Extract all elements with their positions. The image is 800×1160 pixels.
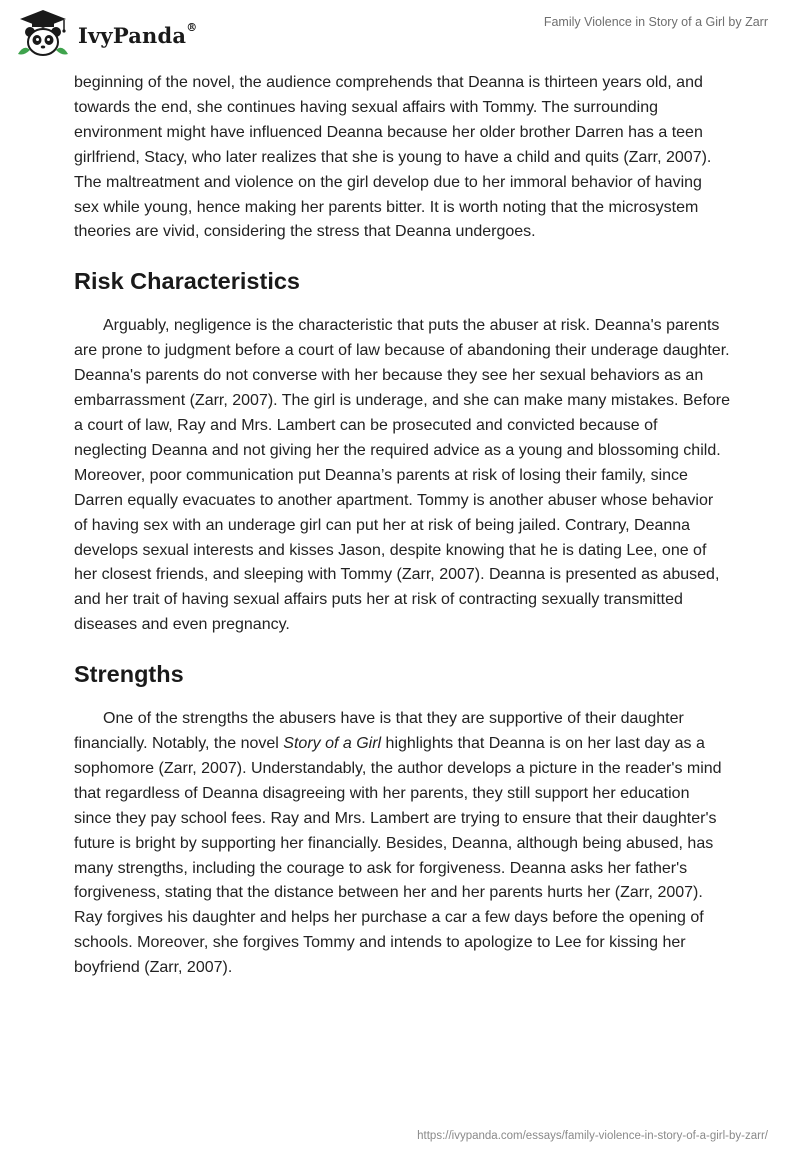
strengths-paragraph bbox=[74, 707, 730, 981]
page-header bbox=[0, 0, 800, 70]
panda-graduation-icon bbox=[14, 8, 72, 60]
book-title-italic: Story of a Girl bbox=[283, 735, 382, 753]
essay-body bbox=[74, 71, 730, 981]
risk-characteristics-heading: Risk Characteristics bbox=[74, 268, 300, 295]
intro-paragraph: beginning of the novel, the audience comprehends that Deanna is thirteen years old, and towards the end, she continues having sexual affairs with Tommy. The surrounding environment might have influenced Deanna because her older brother Darren has a teen girlfriend, Stacy, who later realizes that she is young to have a child and quits (Zarr, 2007). The maltreatment and violence on the girl develop due to her immoral behavior of having sex while young, hence making her parents bitter. It is worth noting that the microsystem theories are vivid, considering the stress that Deanna undergoes. bbox=[74, 74, 712, 241]
logo-text: IvyPanda® bbox=[78, 20, 198, 48]
strengths-text-part1: One of the strengths the abusers have is that they are supportive of their daughter financially. Notably, the novel bbox=[74, 710, 684, 753]
source-url-link[interactable]: https://ivypanda.com/essays/family-violence-in-story-of-a-girl-by-zarr/ bbox=[417, 1130, 768, 1142]
strengths-text-part2: highlights that Deanna is on her last day as a sophomore (Zarr, 2007). Understandably, the author develops a picture in the reader's mind that regardless of Deanna disagreeing with her parents, they still support her education since they pay school fees. Ray and Mrs. Lambert are trying to ensure that their daughter's future is bright by supporting her financially. Besides, Deanna, although being abused, has many strengths, including the courage to ask for forgiveness. Deanna asks her father's forgiveness, stating that the distance between her and her parents hurts her (Zarr, 2007). Ray forgives his daughter and helps her purchase a car a few days before the opening of schools. Moreover, she forgives Tommy and intends to apologize to Lee for kissing her boyfriend (Zarr, 2007). bbox=[74, 735, 722, 977]
document-title: Family Violence in Story of a Girl by Zarr bbox=[543, 15, 768, 29]
risk-characteristics-paragraph: Arguably, negligence is the characteristic that puts the abuser at risk. Deanna's parents are prone to judgment before a court of law because of abandoning their underage daughter. Deanna's parents do not converse with her because they see her sexual behaviors as an embarrassment (Zarr, 2007). The girl is underage, and she can make many mistakes. Before a court of law, Ray and Mrs. Lambert can be prosecuted and convicted because of neglecting Deanna and not giving her the required advice as a young and blossoming child. Moreover, poor communication put Deanna’s parents at risk of losing their family, since Darren equally evacuates to another apartment. Tommy is another abuser whose behavior of having sex with an underage girl can put her at risk of being jailed. Contrary, Deanna develops sexual interests and kisses Jason, despite knowing that he is dating Lee, one of her closest friends, and sleeping with Tommy (Zarr, 2007). Deanna is presented as abused, and her trait of having sexual affairs puts her at risk of contracting sexually transmitted diseases and even pregnancy. bbox=[74, 317, 731, 634]
ivypanda-logo[interactable] bbox=[14, 8, 197, 60]
strengths-heading: Strengths bbox=[74, 661, 184, 688]
